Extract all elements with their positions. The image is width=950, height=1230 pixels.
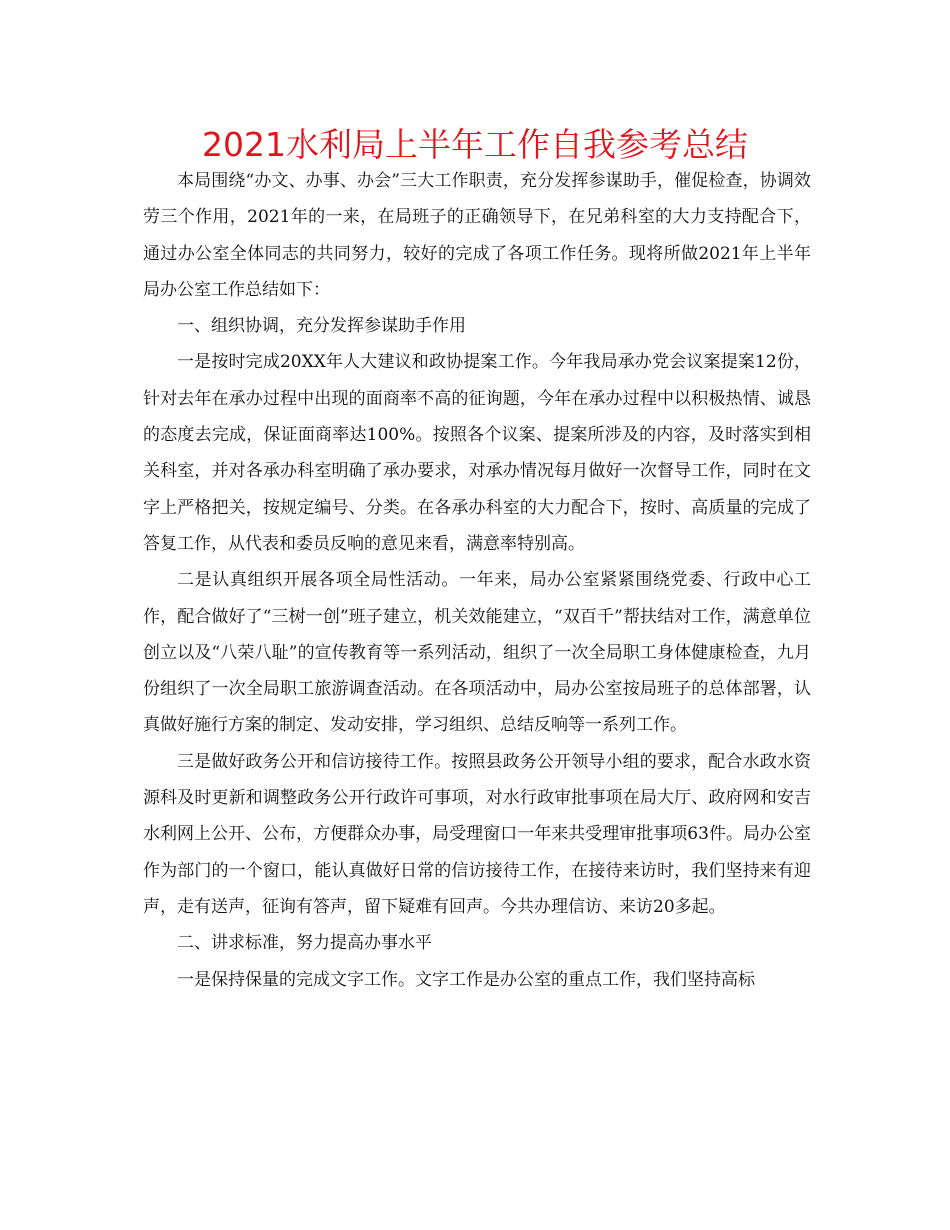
document-title: 2021水利局上半年工作自我参考总结 [202,125,748,164]
paragraph-transparency: 三是做好政务公开和信访接待工作。按照县政务公开领导小组的要求，配合水政水资源科及时更新和调整政务公开行政许可事项，对水行政审批事项在局大厅、政府网和安吉水利网上公开、公布，方便群众办事，局受理窗口一年来共受理审批事项63件。局办公室作为部门的一个窗口，能认真做好日常的信访接待工作，在接待来访时，我们坚持来有迎声，走有送声，征询有答声，留下疑难有回声。今共办理信访、来访20多起。 [143,751,811,917]
paragraph-writing: 一是保持保量的完成文字工作。文字工作是办公室的重点工作，我们坚持高标 [177,969,755,990]
document-body [143,163,811,998]
paragraph-activities: 二是认真组织开展各项全局性活动。一年来，局办公室紧紧围绕党委、行政中心工作，配合做好了“三树一创”班子建立，机关效能建立，“双百千”帮扶结对工作，满意单位创立以及“八荣八耻”的宣传教育等一系列活动，组织了一次全局职工身体健康检查，九月份组织了一次全局职工旅游调查活动。在各项活动中，局办公室按局班子的总体部署，认真做好施行方案的制定、发动安排，学习组织、总结反响等一系列工作。 [143,570,811,736]
section-heading-1: 一、组织协调，充分发挥参谋助手作用 [177,316,466,337]
section-heading-2: 二、讲求标准，努力提高办事水平 [177,933,432,954]
paragraph-proposals: 一是按时完成20XX年人大建议和政协提案工作。今年我局承办党会议案提案12份，针对去年在承办过程中出现的面商率不高的征询题，今年在承办过程中以积极热情、诚恳的态度去完成，保证面商率达100%。按照各个议案、提案所涉及的内容，及时落实到相关科室，并对各承办科室明确了承办要求，对承办情况每月做好一次督导工作，同时在文字上严格把关，按规定编号、分类。在各承办科室的大力配合下，按时、高质量的完成了答复工作，从代表和委员反响的意见来看，满意率特别高。 [143,352,811,554]
paragraph-intro: 本局围绕“办文、办事、办会”三大工作职责，充分发挥参谋助手，催促检查，协调效劳三个作用，2021年的一来，在局班子的正确领导下，在兄弟科室的大力支持配合下，通过办公室全体同志的共同努力，较好的完成了各项工作任务。现将所做2021年上半年局办公室工作总结如下： [143,171,811,300]
